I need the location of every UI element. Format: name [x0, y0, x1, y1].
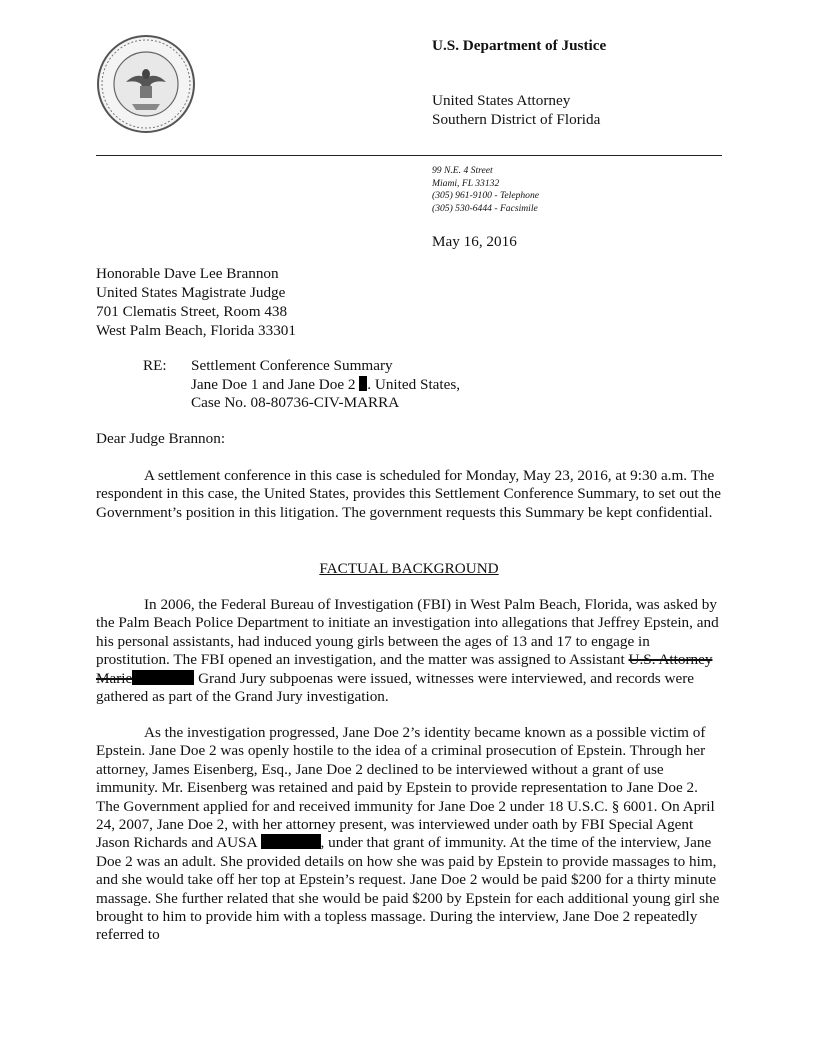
- intro-paragraph: A settlement conference in this case is scheduled for Monday, May 23, 2016, at 9:30 a.m. The respondent in this case, the United States, provides this Settlement Conference Summary, to set out the Government’s position in this litigation. The government requests this Summary be kept confidential.: [96, 467, 721, 521]
- department-title: U.S. Department of Justice: [432, 37, 607, 54]
- re-block: [191, 357, 460, 413]
- office-name: United States Attorney Southern District of Florida: [432, 92, 601, 128]
- recipient-line: Honorable Dave Lee Brannon: [96, 265, 279, 282]
- redaction-block: [132, 670, 194, 685]
- letter-date: May 16, 2016: [432, 233, 517, 250]
- section-heading: FACTUAL BACKGROUND: [319, 560, 499, 577]
- recipient-line: 701 Clematis Street, Room 438: [96, 303, 288, 320]
- redaction-block: [261, 834, 321, 849]
- re-case-caption: Jane Doe 1 and Jane Doe 2 . United States,: [191, 375, 461, 393]
- doj-seal-icon: [96, 34, 196, 134]
- re-label: RE:: [143, 357, 167, 374]
- re-case-number: Case No. 08-80736-CIV-MARRA: [191, 394, 400, 412]
- salutation: Dear Judge Brannon:: [96, 430, 226, 447]
- background-paragraph-2: As the investigation progressed, Jane Doe 2’s identity became known as a possible victim of Epstein. Jane Doe 2 was openly hostile to the idea of a criminal prosecution of Epstein. Through her attorney, James Eisenberg, Esq., Jane Doe 2 declined to be interviewed without a grant of use immunity. Mr. Eisenberg was retained and paid by Epstein to provide representation to Jane Doe 2. The Government applied for and received immunity for Jane Doe 2 under 18 U.S.C. § 6001. On April 24, 2007, Jane Doe 2, with her attorney present, was interviewed under oath by FBI Special Agent Jason Richards and AUSA , under that grant of immunity. At the time of the interview, Jane Doe 2 was an adult. She provided details on how she was paid by Epstein to provide massages to him, and she would take off her top at Epstein’s request. Jane Doe 2 would be paid $200 for a thirty minute massage. She further related that she would be paid $200 by Epstein for each additional young girl she brought to him to provide him with a topless massage. During the interview, Jane Doe 2 repeatedly referred to: [96, 724, 720, 944]
- background-paragraph-1: In 2006, the Federal Bureau of Investigation (FBI) in West Palm Beach, Florida, was asked by the Palm Beach Police Department to initiate an investigation into allegations that Jeffrey Epstein, and his personal assistants, had induced young girls between the ages of 13 and 17 to engage in prostitution. The FBI opened an investigation, and the matter was assigned to Assistant U.S. Attorney Marie Grand Jury subpoenas were issued, witnesses were interviewed, and records were gathered as part of the Grand Jury investigation.: [96, 596, 719, 706]
- re-subject: Settlement Conference Summary: [191, 357, 393, 374]
- office-address: 99 N.E. 4 Street Miami, FL 33132 (305) 961-9100 - Telephone (305) 530-6444 - Facsimile: [432, 165, 540, 214]
- recipient-line: United States Magistrate Judge: [96, 284, 286, 301]
- recipient-block: [96, 264, 296, 340]
- header-divider: [96, 155, 722, 156]
- recipient-line: West Palm Beach, Florida 33301: [96, 322, 296, 339]
